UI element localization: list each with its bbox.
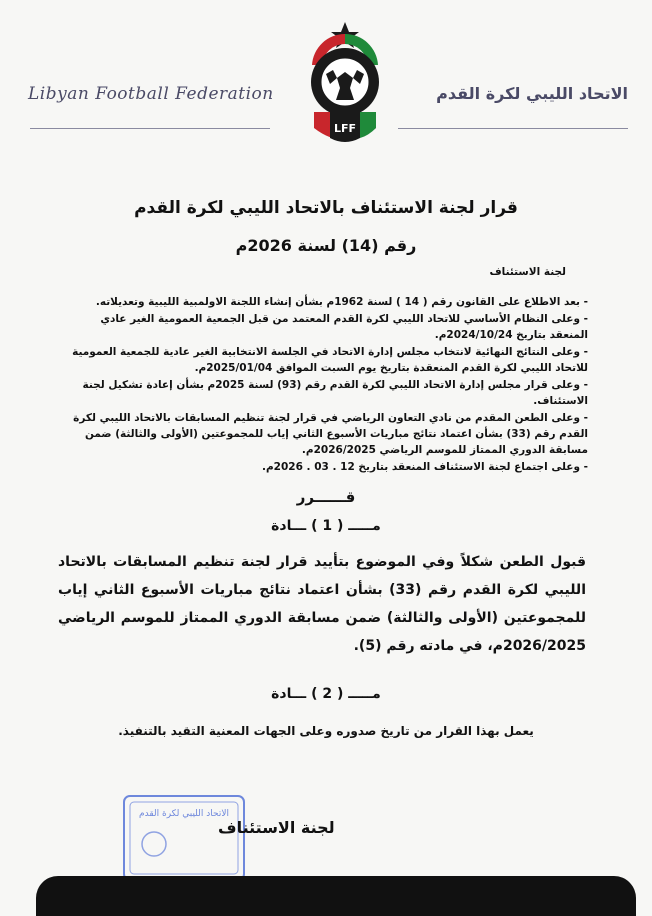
federation-name-arabic: الاتحاد الليبي لكرة القدم: [436, 84, 628, 103]
consideration-item: - وعلى النظام الأساسي للاتحاد الليبي لكرة القدم المعتمد من قبل الجمعية العمومية الغير عادي المنعقد بتاريخ 2024/10/24م.: [100, 313, 588, 341]
header-divider-left: [30, 128, 270, 129]
signature: لجنة الاستئناف: [218, 818, 335, 837]
article-1-text: قبول الطعن شكلاً وفي الموضوع بتأييد قرار لجنة تنظيم المسابقات بالاتحاد الليبي لكرة القدم رقم (33) بشأن اعتماد نتائج مباريات الأسبوع الثاني إياب للمجموعتين (الأولى والثالثة) ضمن مسابقة الدوري الممتاز للموسم الرياضي 2026/2025م، في مادته رقم (5).: [58, 554, 586, 654]
logo-letters: LFF: [333, 122, 357, 135]
consideration-item: - وعلى الطعن المقدم من نادي التعاون الرياضي في قرار لجنة تنظيم المسابقات بالاتحاد الليبي لكرة القدم رقم (33) بشأن اعتماد نتائج مباريات الأسبوع الثاني إياب للمجموعتين (الأولى والثالثة) ضمن مسابقة الدوري الممتاز للموسم الرياضي 2026/2025م.: [73, 412, 588, 456]
decision-title: قرار لجنة الاستئناف بالاتحاد الليبي لكرة القدم: [134, 198, 518, 218]
considerations-list: [60, 294, 588, 476]
article-2-text: يعمل بهذا القرار من تاريخ صدوره وعلى الجهات المعنية التقيد بالتنفيذ.: [118, 724, 534, 738]
article-2-heading: مـــــ ( 2 ) ـــادة: [271, 686, 381, 702]
device-bottom-bar: [36, 876, 636, 916]
article-1-heading: مـــــ ( 1 ) ـــادة: [271, 518, 381, 534]
lff-logo-icon: [300, 20, 390, 150]
decided-heading: قــــــرر: [296, 488, 356, 506]
header-divider-right: [398, 128, 628, 129]
consideration-item: - وعلى قرار مجلس إدارة الاتحاد الليبي لكرة القدم رقم (93) لسنة 2025م بشأن إعادة تشكيل لجنة الاستئناف.: [82, 379, 588, 407]
federation-name-english: Libyan Football Federation: [28, 84, 274, 104]
consideration-item: - وعلى النتائج النهائية لانتخاب مجلس إدارة الاتحاد في الجلسة الانتخابية الغير عادية للجمعية العمومية للاتحاد الليبي لكرة القدم المنعقدة بتاريخ يوم السبت الموافق 2025/01/04م.: [72, 346, 588, 374]
decision-number: رقم (14) لسنة 2026م: [235, 236, 417, 255]
stamp-text: الاتحاد الليبي لكرة القدم: [139, 809, 229, 819]
committee-stamp-icon: [120, 792, 280, 882]
consideration-item: - بعد الاطلاع على القانون رقم ( 14 ) لسنة 1962م بشأن إنشاء اللجنة الاولمبية الليبية وتعديلاته.: [95, 296, 588, 308]
letterhead: [0, 0, 652, 150]
consideration-item: - وعلى اجتماع لجنة الاستئناف المنعقد بتاريخ 12 . 03 . 2026م.: [261, 461, 588, 473]
committee-label: لجنة الاستئناف: [489, 266, 566, 278]
